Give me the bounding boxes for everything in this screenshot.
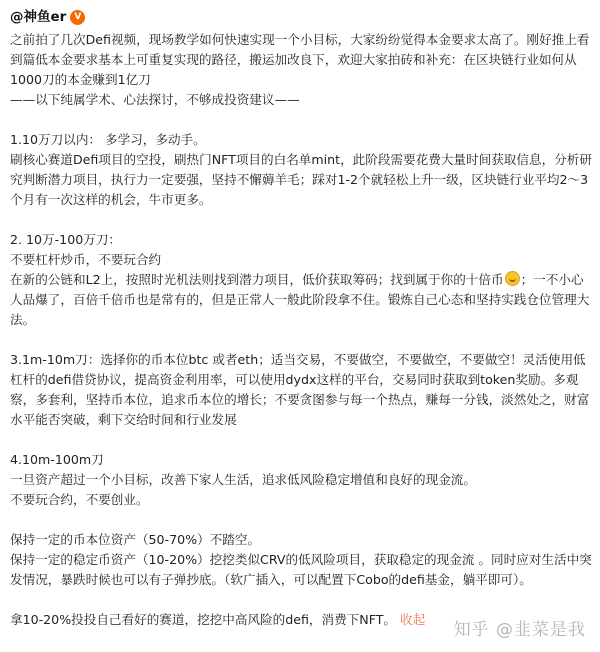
- section-1-body: 刷核心赛道Defi项目的空投，刷热门NFT项目的白名单mint，此阶段需要花费大量时间获取信息，分析研究判断潜力项目，执行力一定要强，坚持不懈薅羊毛；踩对1-2个就轻松上升一级，区块链行业平均2～3个月有一次这样的机会，牛市更多。: [10, 152, 592, 207]
- zhihu-watermark: 知乎 @韭菜是我: [453, 620, 586, 640]
- collapse-button[interactable]: 收起: [400, 612, 426, 627]
- post-header: [10, 6, 594, 28]
- section-3-body: 3.1m-10m刀：选择你的币本位btc 或者eth；适当交易，不要做空，不要做空，不要做空！灵活使用低杠杆的defi借贷协议，提高资金利用率，可以使用dydx这样的平台，交易同时获取到token奖励。多观察，多套利，坚持币本位，追求币本位的增长；不要贪图参与每一个热点，赚每一分钱，淡然处之，财富水平能否突破，剩下交给时间和行业发展: [10, 352, 590, 427]
- disclaimer-line: ——以下纯属学术、心法探讨，不够成投资建议——: [10, 92, 300, 107]
- section-4-title: 4.10m-100m刀: [10, 452, 104, 467]
- verified-badge-icon: V: [70, 10, 85, 25]
- section-2-body: [10, 270, 594, 330]
- weibo-post: [10, 6, 594, 630]
- section-2-body-a: 在新的公链和L2上，按照时光机法则找到潜力项目，低价获取筹码；找到属于你的十倍币: [10, 272, 504, 287]
- section-5-line-1: 保持一定的币本位资产（50-70%）不踏空。: [10, 532, 261, 547]
- intro-paragraph: 之前拍了几次Defi视频，现场教学如何快速实现一个小目标，大家纷纷觉得本金要求太高了。刚好推上看到篇低本金要求基本上可重复实现的路径，搬运加改良下，欢迎大家拍砖和补充：在区块链行业如何从1000刀的本金赚到1亿刀: [10, 32, 590, 87]
- section-2-body-b: ；一不小心人品爆了，百倍千倍币也是常有的，但是正常人一般此阶段拿不住。锻炼自己心态和坚持实践仓位管理大法。: [10, 272, 590, 327]
- section-2-title: 2. 10万-100万刀：: [10, 232, 122, 247]
- section-4-line-1: 一旦资产超过一个小目标，改善下家人生活，追求低风险稳定增值和良好的现金流。: [10, 472, 476, 487]
- grin-emoji-icon: [505, 271, 520, 286]
- section-6-text: 拿10-20%投投自己看好的赛道，挖挖中高风险的defi，消费下NFT。: [10, 612, 397, 627]
- section-5-body: 保持一定的稳定币资产（10-20%）挖挖类似CRV的低风险项目，获取稳定的现金流 。同时应对生活中突发情况，暴跌时候也可以有子弹抄底。（软广插入，可以配置下Cobo的defi基金，躺平即可）。: [10, 552, 592, 587]
- section-2-rule: 不要杠杆炒币，不要玩合约: [10, 252, 162, 267]
- author-name[interactable]: @神鱼er: [10, 9, 67, 25]
- section-1-title: 1.10万刀以内： 多学习，多动手。: [10, 132, 206, 147]
- section-4-line-2: 不要玩合约，不要创业。: [10, 492, 149, 507]
